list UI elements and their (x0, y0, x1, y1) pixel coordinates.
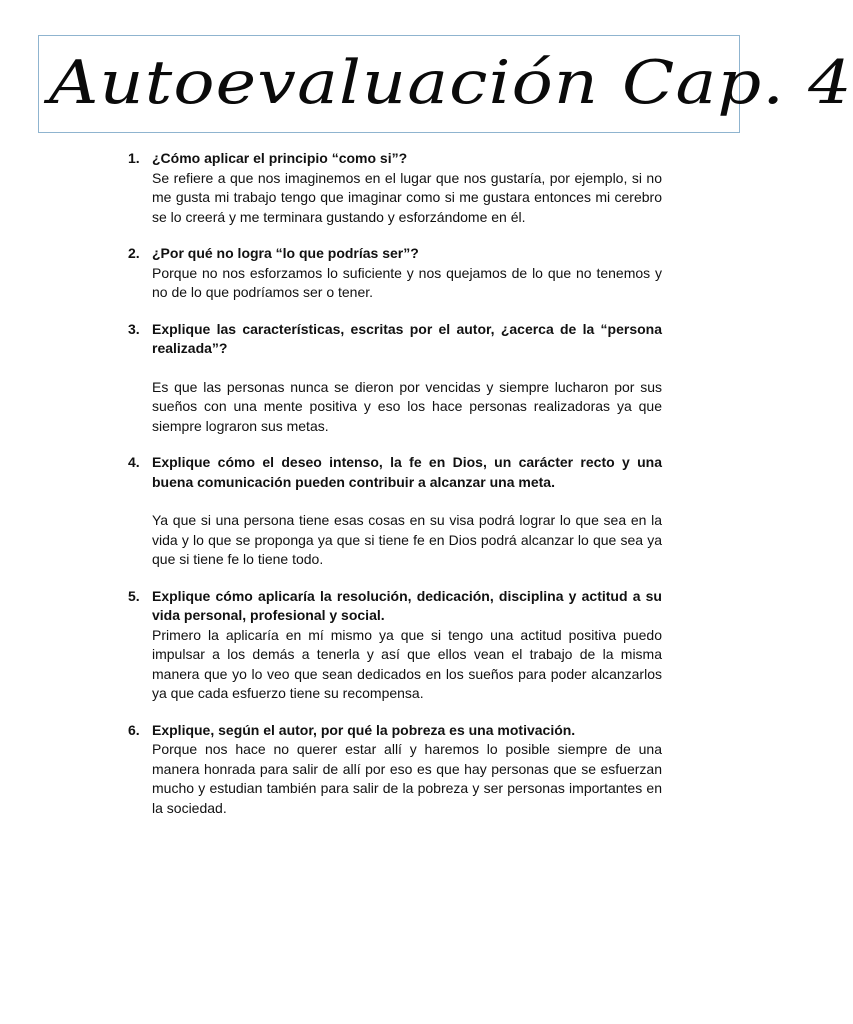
answer-text: Se refiere a que nos imaginemos en el lugar que nos gustaría, por ejemplo, si no me gusta mi trabajo tengo que imaginar como si me gustara entonces mi cerebro se lo creerá y me terminara gustando y esforzándome en él. (152, 169, 662, 225)
answer-text: Primero la aplicaría en mí mismo ya que si tengo una actitud positiva puedo impulsar a los demás a tenerla y así que ellos vean el trabajo de la misma manera que yo lo veo que sean dedicados en los sueños para poder alcanzarlos ya que cada esfuerzo tiene su recompensa. (152, 626, 662, 701)
question-text: ¿Cómo aplicar el principio “como si”? (152, 150, 408, 166)
list-item (128, 587, 662, 704)
answer-text: Porque nos hace no querer estar allí y haremos lo posible siempre de una manera honrada para salir de allí por eso es que hay personas que se esfuerzan mucho y estudian también para salir de la pobreza y ser personas importantes en la sociedad. (152, 741, 662, 816)
answer-text: Es que las personas nunca se dieron por vencidas y siempre lucharon por sus sueños con una mente positiva y eso los hace personas realizadoras ya que siempre lograron sus metas. (152, 378, 662, 434)
item-number: 6. (128, 721, 140, 738)
item-number: 4. (128, 454, 140, 470)
question-text: ¿Por qué no logra “lo que podrías ser”? (152, 245, 419, 261)
answer-text: Ya que si una persona tiene esas cosas en su visa podrá lograr lo que sea en la vida y lo que se proponga ya que si tiene fe en Dios podrá alcanzar lo que sea ya que si tiene fe lo tiene todo. (152, 512, 662, 567)
list-item (128, 453, 662, 570)
item-number: 2. (128, 245, 140, 261)
question-text: Explique las características, escritas por el autor, ¿acerca de la “persona realizada”? (152, 320, 662, 356)
list-item (128, 149, 662, 227)
list-item (128, 721, 662, 819)
list-item (128, 320, 662, 437)
item-number: 3. (128, 320, 140, 337)
question-text: Explique cómo el deseo intenso, la fe en Dios, un carácter recto y una buena comunicación pueden contribuir a alcanzar una meta. (152, 454, 662, 490)
item-number: 5. (128, 587, 140, 604)
question-text: Explique, según el autor, por qué la pobreza es una motivación. (152, 721, 576, 738)
list-item (128, 244, 662, 303)
page-title: Autoevaluación Cap. 4 (49, 48, 853, 118)
question-list (128, 149, 662, 818)
question-text: Explique cómo aplicaría la resolución, dedicación, disciplina y actitud a su vida personal, profesional y social. (152, 587, 662, 623)
item-number: 1. (128, 150, 140, 166)
title-box (38, 35, 853, 133)
answer-text: Porque no nos esforzamos lo suficiente y nos quejamos de lo que no tenemos y no de lo que podríamos ser o tener. (152, 264, 662, 300)
